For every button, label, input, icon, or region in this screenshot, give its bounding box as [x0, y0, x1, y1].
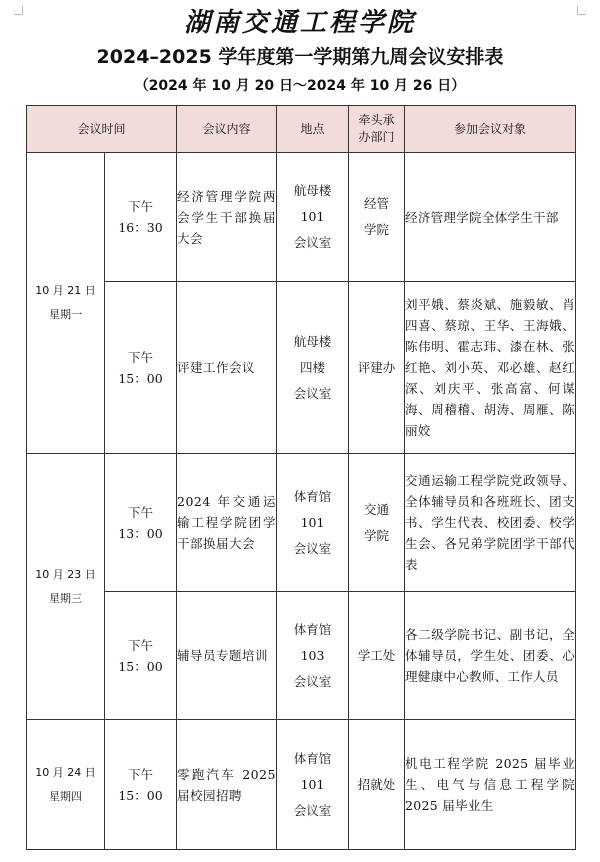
time-ampm: 下午	[128, 349, 154, 365]
time-ampm: 下午	[128, 766, 154, 782]
place-building: 航母楼	[293, 333, 332, 349]
time-value: 15：00	[118, 658, 163, 674]
day-cell-wed	[27, 454, 105, 720]
header-attendees: 参加会议对象	[405, 106, 576, 153]
time-value: 15：00	[118, 370, 163, 386]
table-row	[27, 153, 576, 282]
place-building: 体育馆	[293, 750, 332, 766]
table-header-row	[27, 106, 576, 153]
day-weekday: 星期三	[49, 591, 82, 605]
dept-line1: 评建办	[357, 359, 396, 375]
date-range: （2024 年 10 月 20 日～2024 年 10 月 26 日）	[134, 78, 466, 94]
table-row	[27, 454, 576, 592]
attendees-cell: 机电工程学院 2025 届毕业生、电气与信息工程学院 2025 届毕业生	[405, 720, 576, 850]
place-building: 航母楼	[293, 183, 332, 198]
content-cell: 2024 年交通运输工程学院团学干部换届大会	[177, 454, 277, 592]
time-cell	[105, 592, 177, 720]
dept-cell	[349, 153, 405, 282]
time-ampm: 下午	[128, 637, 154, 653]
day-cell-mon	[27, 153, 105, 454]
place-cell	[277, 720, 349, 850]
dept-line1: 经管	[364, 196, 390, 211]
table-row	[27, 592, 576, 720]
place-room: 101	[300, 514, 325, 530]
content-cell: 零跑汽车 2025 届校园招聘	[177, 720, 277, 850]
day-weekday: 星期四	[49, 789, 82, 803]
header-dept-line1: 牵头承	[358, 113, 395, 127]
content-cell: 评建工作会议	[177, 282, 277, 454]
place-building: 体育馆	[293, 621, 332, 637]
table-row	[27, 720, 576, 850]
header-content: 会议内容	[177, 106, 277, 153]
header-time: 会议时间	[27, 106, 177, 153]
day-date: 10 月 24 日	[35, 765, 96, 779]
dept-line1: 招就处	[357, 776, 396, 792]
header-dept	[349, 106, 405, 153]
place-type: 会议室	[293, 802, 332, 818]
attendees-cell: 经济管理学院全体学生干部	[405, 153, 576, 282]
time-cell	[105, 720, 177, 850]
place-room: 四楼	[300, 359, 326, 375]
time-cell	[105, 282, 177, 454]
dept-line2: 学院	[364, 527, 390, 543]
place-building: 体育馆	[293, 488, 332, 504]
dept-line2: 学院	[364, 222, 390, 237]
place-type: 会议室	[293, 385, 332, 401]
meeting-schedule-table	[26, 105, 576, 850]
content-cell: 辅导员专题培训	[177, 592, 277, 720]
place-cell	[277, 153, 349, 282]
day-date: 10 月 23 日	[35, 567, 96, 581]
day-weekday: 星期一	[49, 308, 82, 321]
dept-line1: 交通	[364, 501, 390, 517]
school-name: 湖南交通工程学院	[183, 8, 416, 38]
header-dept-line2: 办部门	[358, 130, 395, 144]
table-row	[27, 282, 576, 454]
attendees-cell: 交通运输工程学院党政领导、全体辅导员和各班班长、团支书、学生代表、校团委、校学生会、各兄弟学院团学干部代表	[405, 454, 576, 592]
day-date: 10 月 21 日	[35, 284, 96, 297]
attendees-cell: 刘平娥、蔡炎斌、施毅敏、肖四喜、蔡琼、王华、王海娥、陈伟明、霍志玮、漆在林、张红艳、刘小英、邓必雄、赵红深、刘庆平、张高富、何谋海、周稽稽、胡涛、周雁、陈丽姣	[405, 282, 576, 454]
time-ampm: 下午	[128, 199, 154, 214]
dept-cell	[349, 282, 405, 454]
place-room: 101	[300, 776, 325, 792]
place-cell	[277, 454, 349, 592]
place-type: 会议室	[293, 235, 332, 250]
dept-line1: 学工处	[357, 647, 396, 663]
dept-cell	[349, 592, 405, 720]
place-cell	[277, 592, 349, 720]
time-value: 15：00	[118, 787, 163, 803]
place-cell	[277, 282, 349, 454]
time-cell	[105, 454, 177, 592]
place-room: 101	[300, 209, 325, 224]
document-title: 2024–2025 学年度第一学期第九周会议安排表	[96, 46, 504, 68]
place-type: 会议室	[293, 540, 332, 556]
attendees-cell: 各二级学院书记、副书记，全体辅导员，学生处、团委、心理健康中心教师、工作人员	[405, 592, 576, 720]
content-cell: 经济管理学院两会学生干部换届大会	[177, 153, 277, 282]
place-room: 103	[300, 647, 325, 663]
time-cell	[105, 153, 177, 282]
time-value: 16：30	[118, 220, 163, 235]
dept-cell	[349, 454, 405, 592]
place-type: 会议室	[293, 673, 332, 689]
dept-cell	[349, 720, 405, 850]
time-ampm: 下午	[128, 504, 154, 520]
time-value: 13：00	[118, 525, 163, 541]
header-place: 地点	[277, 106, 349, 153]
day-cell-thu	[27, 720, 105, 850]
